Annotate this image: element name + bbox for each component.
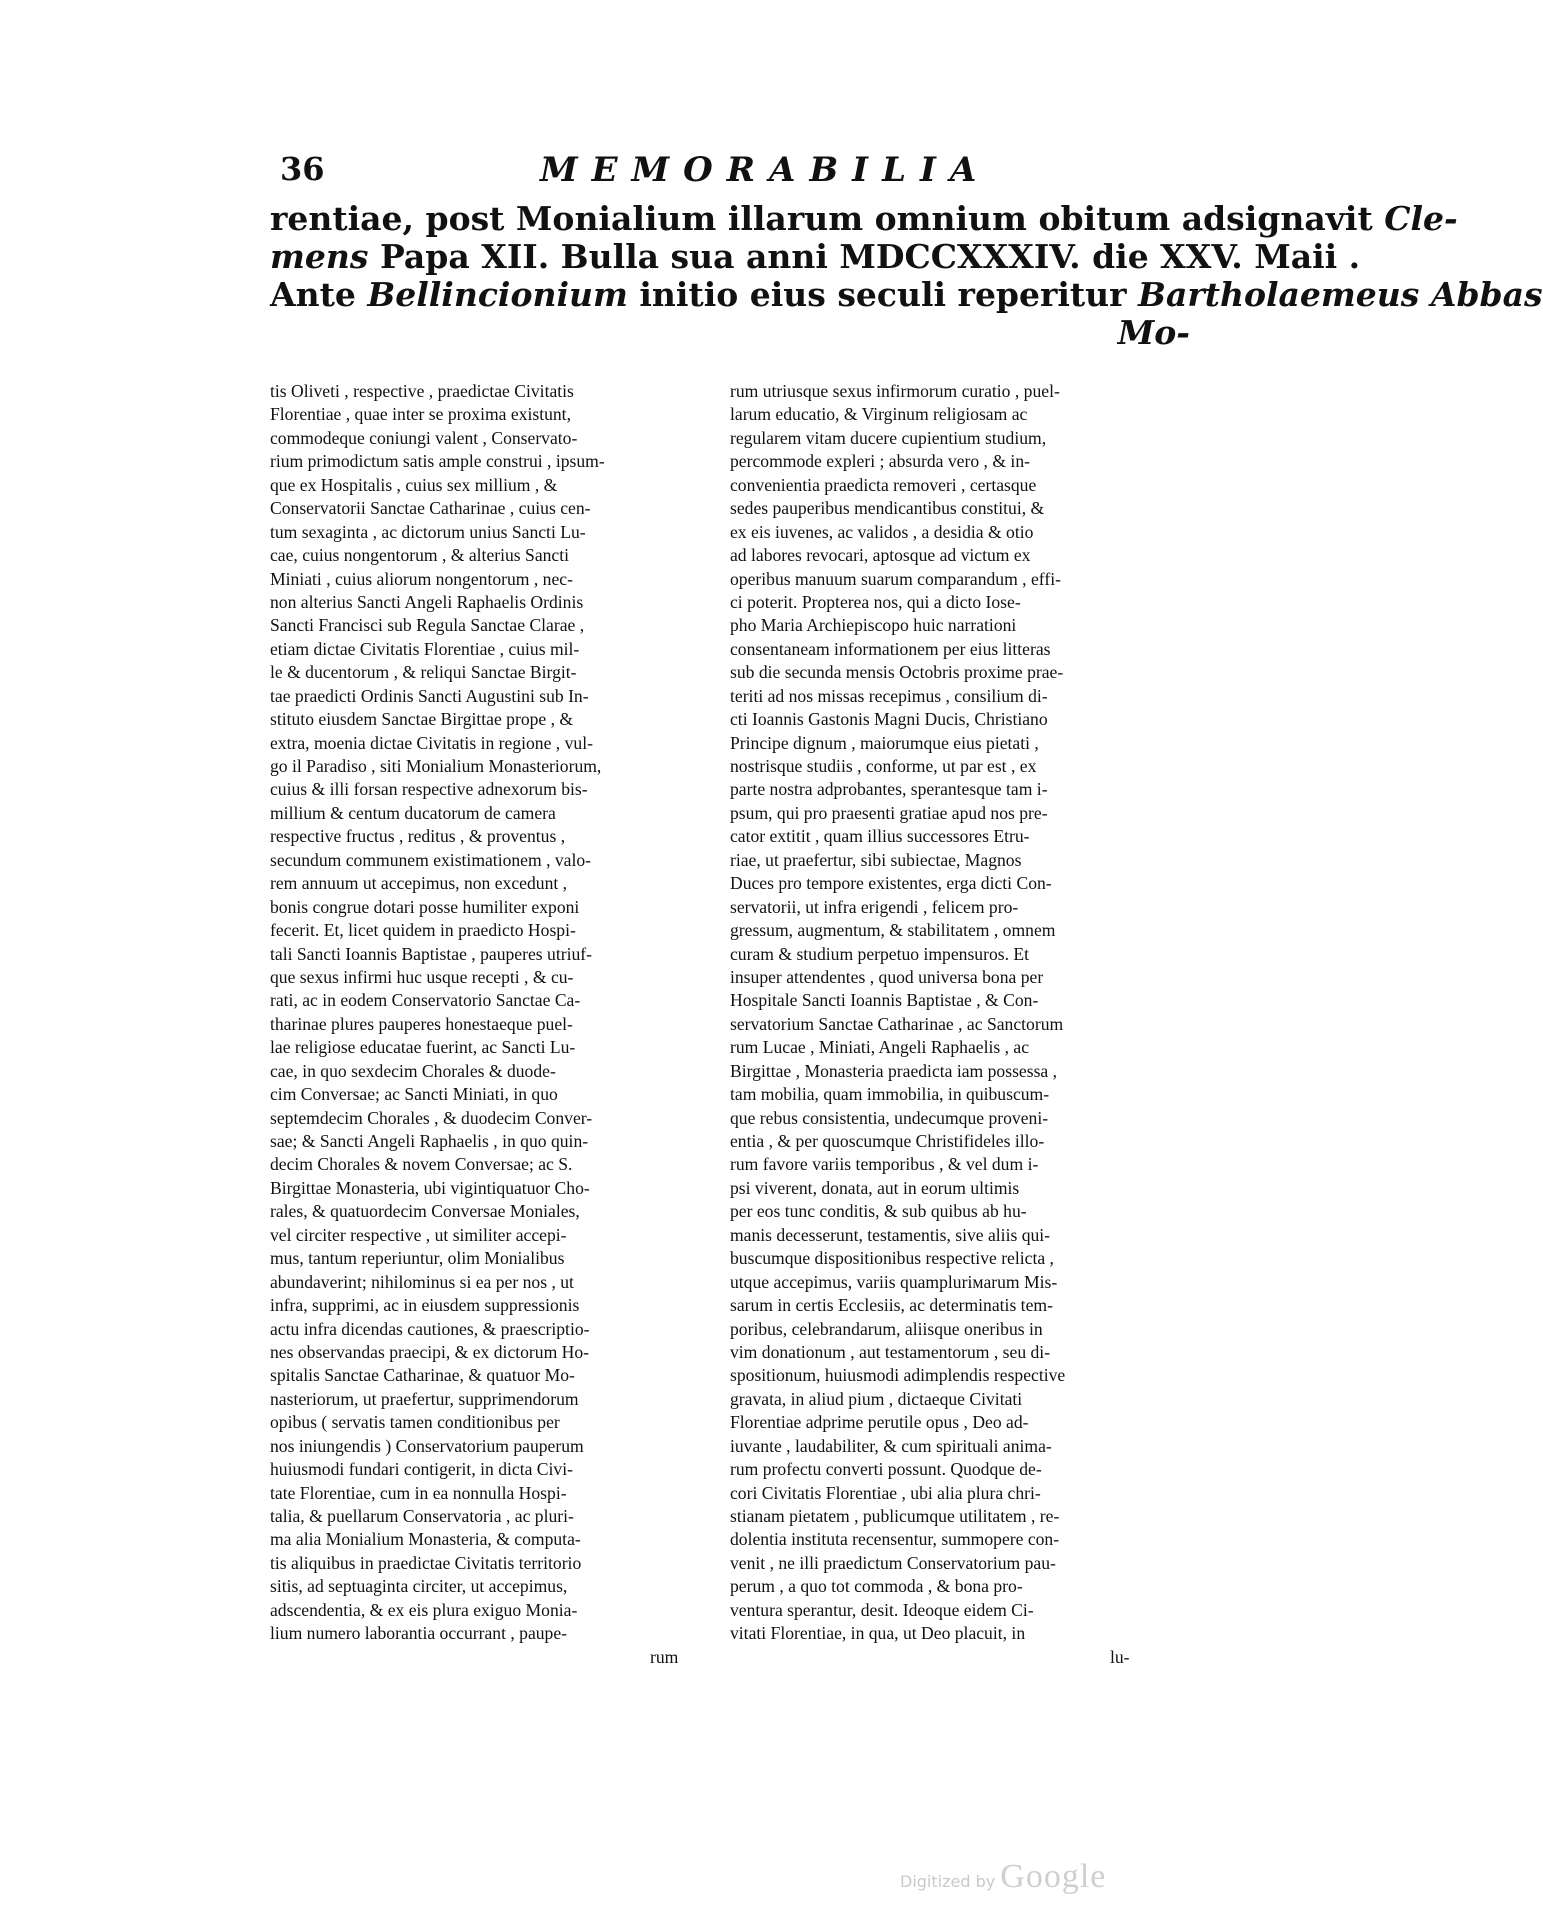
page-number: 36 (280, 150, 325, 188)
text-line: ma alia Monialium Monasteria, & computa- (270, 1529, 581, 1550)
text-line: ci poterit. Propterea nos, qui a dicto Iose- (730, 591, 1021, 612)
text-line: septemdecim Chorales , & duodecim Conver- (270, 1107, 593, 1128)
text-line: tam mobilia, quam immobilia, in quibuscum- (730, 1084, 1050, 1105)
text-line: commodeque coniungi valent , Conservato- (270, 427, 578, 448)
digitization-watermark (900, 1858, 1106, 1896)
text-line: que sexus infirmi huc usque recepti , & cu- (270, 966, 574, 987)
text-line: decim Chorales & novem Conversae; ac S. (270, 1154, 573, 1175)
text-line: insuper attendentes , quod universa bona per (730, 966, 1044, 987)
text-line: rium primodictum satis ample construi , ipsum- (270, 451, 605, 472)
text-line: regularem vitam ducere cupientium studium, (730, 427, 1047, 448)
text-line: etiam dictae Civitatis Florentiae , cuius mil- (270, 638, 580, 659)
text-line: mus, tantum reperiuntur, olim Monialibus (270, 1248, 565, 1269)
text-line: huiusmodi fundari contigerit, in dicta Civi- (270, 1459, 573, 1480)
text-line: Principe dignum , maiorumque eius pietati , (730, 732, 1039, 753)
text-line: servatorii, ut infra erigendi , felicem pro- (730, 896, 1019, 917)
text-line: nasteriorum, ut praefertur, supprimendorum (270, 1388, 579, 1409)
text-line: rem annuum ut accepimus, non excedunt , (270, 873, 568, 894)
intro-line-1 (270, 199, 1458, 238)
text-line: tate Florentiae, cum in ea nonnulla Hospi- (270, 1482, 567, 1503)
text-line: pho Maria Archiepiscopo huic narrationi (730, 615, 1017, 636)
text-line: servatorium Sanctae Catharinae , ac Sanctorum (730, 1013, 1064, 1034)
text-line: manis decesserunt, testamentis, sive aliis qui- (730, 1224, 1051, 1245)
text-line: convenientia praedicta removeri , certasque (730, 474, 1037, 495)
text-line: spositionum, huiusmodi adimplendis respective (730, 1365, 1066, 1386)
intro-name: Bartholaemeus Abbas (1138, 275, 1543, 314)
text-line: lae religiose educatae fuerint, ac Sancti Lu- (270, 1037, 576, 1058)
text-line: riae, ut praefertur, sibi subiectae, Magnos (730, 849, 1022, 870)
text-line: lu- (1110, 1646, 1130, 1667)
text-line: opibus ( servatis tamen conditionibus per (270, 1412, 560, 1433)
intro-line-2 (270, 237, 1361, 276)
intro-name: Bellincionium (367, 275, 628, 314)
text-line: tis aliquibus in praedictae Civitatis territorio (270, 1552, 582, 1573)
text-line: operibus manuum suarum comparandum , effi- (730, 568, 1061, 589)
text-line: rales, & quatuordecim Conversae Moniales, (270, 1201, 580, 1222)
text-line: Birgittae Monasteria, ubi vigintiquatuor Cho- (270, 1177, 590, 1198)
text-line: abundaverint; nihilominus si ea per nos , ut (270, 1271, 574, 1292)
text-line: Hospitale Sancti Ioannis Baptistae , & Con- (730, 990, 1039, 1011)
text-line: stianam pietatem , publicumque utilitatem , re- (730, 1506, 1060, 1526)
text-line: rum utriusque sexus infirmorum curatio , puel- (730, 381, 1060, 401)
text-line: teriti ad nos missas recepimus , consilium di- (730, 685, 1048, 706)
text-line: poribus, celebrandarum, aliisque oneribus in (730, 1318, 1043, 1339)
intro-line-3 (270, 275, 1543, 314)
text-line: sae; & Sancti Angeli Raphaelis , in quo quin- (270, 1131, 589, 1151)
text-line: extra, moenia dictae Civitatis in regione , vul- (270, 732, 593, 753)
text-line: vel circiter respective , ut similiter accepi- (270, 1224, 567, 1245)
text-line: buscumque dispositionibus respective relicta , (730, 1248, 1054, 1269)
text-line: sedes pauperibus mendicantibus constitui, & (730, 498, 1045, 519)
text-line: cori Civitatis Florentiae , ubi alia plura chri- (730, 1482, 1041, 1503)
text-line: respective fructus , reditus , & proventus , (270, 826, 566, 847)
text-line: dolentia instituta recensentur, summopere con- (730, 1529, 1060, 1550)
text-line: ex eis iuvenes, ac validos , a desidia & otio (730, 521, 1034, 542)
text-line: venit , ne illi praedictum Conservatorium pau- (730, 1552, 1056, 1573)
text-line: Duces pro tempore existentes, erga dicti Con- (730, 873, 1052, 894)
text-line: tis Oliveti , respective , praedictae Civitatis (270, 381, 574, 401)
text-line: actu infra dicendas cautiones, & praescriptio- (270, 1318, 590, 1339)
text-line: tae praedicti Ordinis Sancti Augustini sub In- (270, 685, 589, 706)
text-line: cti Ioannis Gastonis Magni Ducis, Christiano (730, 709, 1048, 730)
text-line: nes observandas praecipi, & ex dictorum Ho- (270, 1341, 590, 1362)
text-line: utque accepimus, variis quampluriмarum Mis- (730, 1271, 1058, 1292)
intro-paragraph (270, 199, 1543, 352)
text-line: rum favore variis temporibus , & vel dum i- (730, 1154, 1039, 1175)
text-line: sarum in certis Ecclesiis, ac determinatis tem- (730, 1295, 1053, 1316)
text-line: nos iniungendis ) Conservatorium pauperum (270, 1435, 584, 1456)
text-line: gressum, augmentum, & stabilitatem , omnem (730, 920, 1056, 941)
intro-text: rentiae, post Monialium illarum omnium obitum adsignavit (270, 199, 1385, 238)
text-line: Florentiae adprime perutile opus , Deo ad- (730, 1412, 1029, 1433)
text-line: Sancti Francisci sub Regula Sanctae Clarae , (270, 615, 585, 636)
intro-name: mens (270, 237, 369, 276)
left-column (270, 380, 700, 1669)
text-line: psi viverent, donata, aut in eorum ultimis (730, 1177, 1020, 1198)
text-line: le & ducentorum , & reliqui Sanctae Birgit- (270, 662, 577, 683)
text-line: sub die secunda mensis Octobris proxime prae- (730, 662, 1064, 683)
running-title: MEMORABILIA (540, 150, 991, 190)
page-header (250, 150, 1190, 190)
text-line: ad labores revocari, aptosque ad victum ex (730, 545, 1031, 566)
text-line: rati, ac in eodem Conservatorio Sanctae Ca- (270, 990, 581, 1011)
text-line: go il Paradiso , siti Monialium Monasteriorum, (270, 756, 602, 776)
text-line: vitati Florentiae, in qua, ut Deo placuit, in (730, 1623, 1026, 1644)
text-line: iuvante , laudabiliter, & cum spiritualі anima- (730, 1435, 1052, 1456)
text-line: talia, & puellarum Conservatoria , ac pluri- (270, 1506, 574, 1526)
text-line: Miniati , cuius aliorum nongentorum , nec- (270, 568, 573, 589)
intro-text: Papa XII. Bulla sua anni MDCCXXXIV. die XXV. Maii . (368, 237, 1361, 276)
text-line: nostrisque studiis , conforme, ut par est , ex (730, 756, 1037, 776)
text-line: cim Conversae; ac Sancti Miniati, in quo (270, 1084, 558, 1105)
text-line: bonis congrue dotari posse humiliter exponi (270, 896, 580, 917)
text-line: per eos tunc conditis, & sub quibus ab hu- (730, 1201, 1027, 1222)
text-line: adscendentia, & ex eis plura exiguo Moniа- (270, 1599, 578, 1620)
text-line: millium & centum ducatorum de camera (270, 802, 556, 823)
text-line: tharinae plures pauperes honestaeque puel- (270, 1013, 573, 1034)
text-line: psum, qui pro praesenti gratiae apud nos pre- (730, 802, 1048, 823)
catchword: Mo- (1117, 313, 1190, 352)
right-column (730, 380, 1160, 1669)
text-line: consentaneam informationem per eius litteras (730, 638, 1051, 659)
text-line: fecerit. Et, licet quidem in praedicto Hospi- (270, 920, 576, 941)
text-line: entia , & per quoscumque Christifideles illo- (730, 1131, 1045, 1151)
text-line: cae, in quo sexdecim Chorales & duode- (270, 1060, 556, 1081)
text-line: larum educatio, & Virginum religiosam ac (730, 404, 1028, 425)
text-line: vim donationum , aut testamentorum , seu di- (730, 1341, 1051, 1362)
text-line: rum Lucae , Miniati, Angeli Raphaelis , ac (730, 1037, 1030, 1058)
watermark-brand: Google (1000, 1858, 1107, 1895)
text-line: Birgittae , Monasteria praedicta iam possessa , (730, 1060, 1058, 1081)
text-line: cator extitit , quam illius successores Etru- (730, 826, 1030, 847)
text-line: secundum communem existimationem , valo- (270, 849, 592, 870)
text-line: non alterius Sancti Angeli Raphaelis Ordinis (270, 591, 584, 612)
text-line: ventura sperantur, desit. Ideoque eidem Ci- (730, 1599, 1034, 1620)
text-line: infra, supprimi, ac in eiusdem suppressionis (270, 1295, 580, 1316)
text-line: cuius & illi forsan respective adnexorum bis- (270, 779, 588, 800)
text-line: parte nostra adprobantes, sperantesque tam i- (730, 779, 1048, 800)
intro-name: Cle- (1384, 199, 1458, 238)
text-line: cae, cuius nongentorum , & alterius Sancti (270, 545, 570, 566)
text-line: percommode expleri ; absurda vero , & in- (730, 451, 1030, 472)
text-line: gravata, in aliud pium , dictaeque Civitati (730, 1388, 1023, 1409)
text-line: curam & studium perpetuo impensuros. Et (730, 943, 1030, 964)
text-line: tum sexaginta , ac dictorum unius Sancti Lu- (270, 521, 586, 542)
text-line: Conservatorii Sanctae Catharinae , cuius cen- (270, 498, 591, 519)
text-line: Florentiae , quae inter se proxima existunt, (270, 404, 571, 425)
text-line: que ex Hospitalis , cuius sex millium , & (270, 474, 558, 495)
text-line: sitis, ad septuaginta circiter, ut accepimus, (270, 1576, 568, 1597)
intro-text: Ante (270, 275, 368, 314)
text-line: lium numero laborantia occurrant , paupe- (270, 1623, 568, 1644)
text-line: spitalis Sanctae Catharinae, & quatuor Mo- (270, 1365, 575, 1386)
text-line: tali Sancti Ioannis Baptistae , pauperes utriuf- (270, 943, 592, 964)
text-line: que rebus consistentia, undecumque proveni- (730, 1107, 1049, 1128)
text-line: rum profectu converti possunt. Quodque de- (730, 1459, 1042, 1480)
text-line: rum (650, 1646, 679, 1667)
text-line: stituto eiusdem Sanctae Birgittae prope , & (270, 709, 574, 730)
text-line: perum , a quo tot commoda , & bona pro- (730, 1576, 1023, 1597)
intro-text: initio eius seculi reperitur (627, 275, 1139, 314)
watermark-prefix: Digitized by (900, 1872, 996, 1891)
